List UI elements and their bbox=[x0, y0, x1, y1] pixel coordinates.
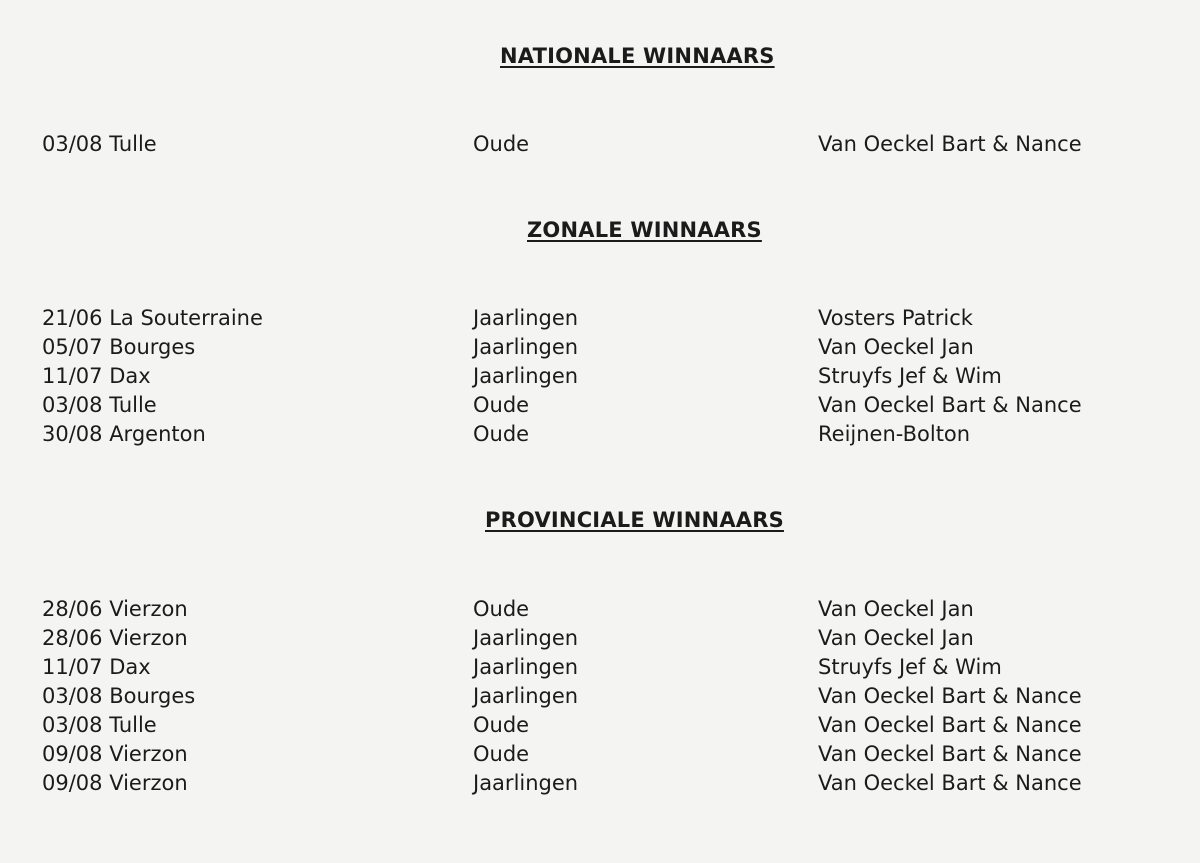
winner-cell: Struyfs Jef & Wim bbox=[818, 364, 1002, 388]
table-row bbox=[0, 653, 1200, 682]
section-title-zonale: ZONALE WINNAARS bbox=[527, 218, 762, 242]
category-cell: Jaarlingen bbox=[473, 335, 579, 359]
category-cell: Oude bbox=[473, 132, 530, 156]
table-row bbox=[0, 420, 1200, 449]
winner-cell: Van Oeckel Bart & Nance bbox=[818, 742, 1082, 766]
race-cell: 28/06 Vierzon bbox=[42, 597, 188, 621]
table-row bbox=[0, 362, 1200, 391]
winner-cell: Van Oeckel Bart & Nance bbox=[818, 132, 1082, 156]
category-cell: Jaarlingen bbox=[473, 364, 579, 388]
winner-cell: Van Oeckel Jan bbox=[818, 597, 974, 621]
race-cell: 03/08 Tulle bbox=[42, 132, 157, 156]
category-cell: Oude bbox=[473, 393, 530, 417]
category-cell: Jaarlingen bbox=[473, 306, 579, 330]
section-title-provinciale: PROVINCIALE WINNAARS bbox=[485, 508, 784, 532]
table-row bbox=[0, 740, 1200, 769]
winner-cell: Van Oeckel Jan bbox=[818, 335, 974, 359]
race-cell: 30/08 Argenton bbox=[42, 422, 206, 446]
race-cell: 11/07 Dax bbox=[42, 364, 151, 388]
race-cell: 21/06 La Souterraine bbox=[42, 306, 263, 330]
category-cell: Oude bbox=[473, 597, 530, 621]
winner-cell: Reijnen-Bolton bbox=[818, 422, 971, 446]
race-cell: 03/08 Tulle bbox=[42, 393, 157, 417]
table-row bbox=[0, 682, 1200, 711]
category-cell: Oude bbox=[473, 422, 530, 446]
table-row bbox=[0, 595, 1200, 624]
winner-cell: Struyfs Jef & Wim bbox=[818, 655, 1002, 679]
section-title-nationale: NATIONALE WINNAARS bbox=[500, 44, 775, 68]
category-cell: Oude bbox=[473, 713, 530, 737]
category-cell: Oude bbox=[473, 742, 530, 766]
race-cell: 03/08 Bourges bbox=[42, 684, 196, 708]
winner-cell: Van Oeckel Jan bbox=[818, 626, 974, 650]
table-row bbox=[0, 391, 1200, 420]
race-cell: 11/07 Dax bbox=[42, 655, 151, 679]
category-cell: Jaarlingen bbox=[473, 684, 579, 708]
race-cell: 05/07 Bourges bbox=[42, 335, 196, 359]
race-cell: 09/08 Vierzon bbox=[42, 742, 188, 766]
winner-cell: Van Oeckel Bart & Nance bbox=[818, 713, 1082, 737]
table-row bbox=[0, 711, 1200, 740]
race-cell: 09/08 Vierzon bbox=[42, 771, 188, 795]
table-row bbox=[0, 304, 1200, 333]
winner-cell: Van Oeckel Bart & Nance bbox=[818, 684, 1082, 708]
race-cell: 03/08 Tulle bbox=[42, 713, 157, 737]
table-row bbox=[0, 333, 1200, 362]
category-cell: Jaarlingen bbox=[473, 655, 579, 679]
race-cell: 28/06 Vierzon bbox=[42, 626, 188, 650]
winner-cell: Van Oeckel Bart & Nance bbox=[818, 771, 1082, 795]
winner-cell: Vosters Patrick bbox=[818, 306, 973, 330]
table-row bbox=[0, 624, 1200, 653]
category-cell: Jaarlingen bbox=[473, 771, 579, 795]
winner-cell: Van Oeckel Bart & Nance bbox=[818, 393, 1082, 417]
category-cell: Jaarlingen bbox=[473, 626, 579, 650]
table-row bbox=[0, 130, 1200, 159]
table-row bbox=[0, 769, 1200, 798]
